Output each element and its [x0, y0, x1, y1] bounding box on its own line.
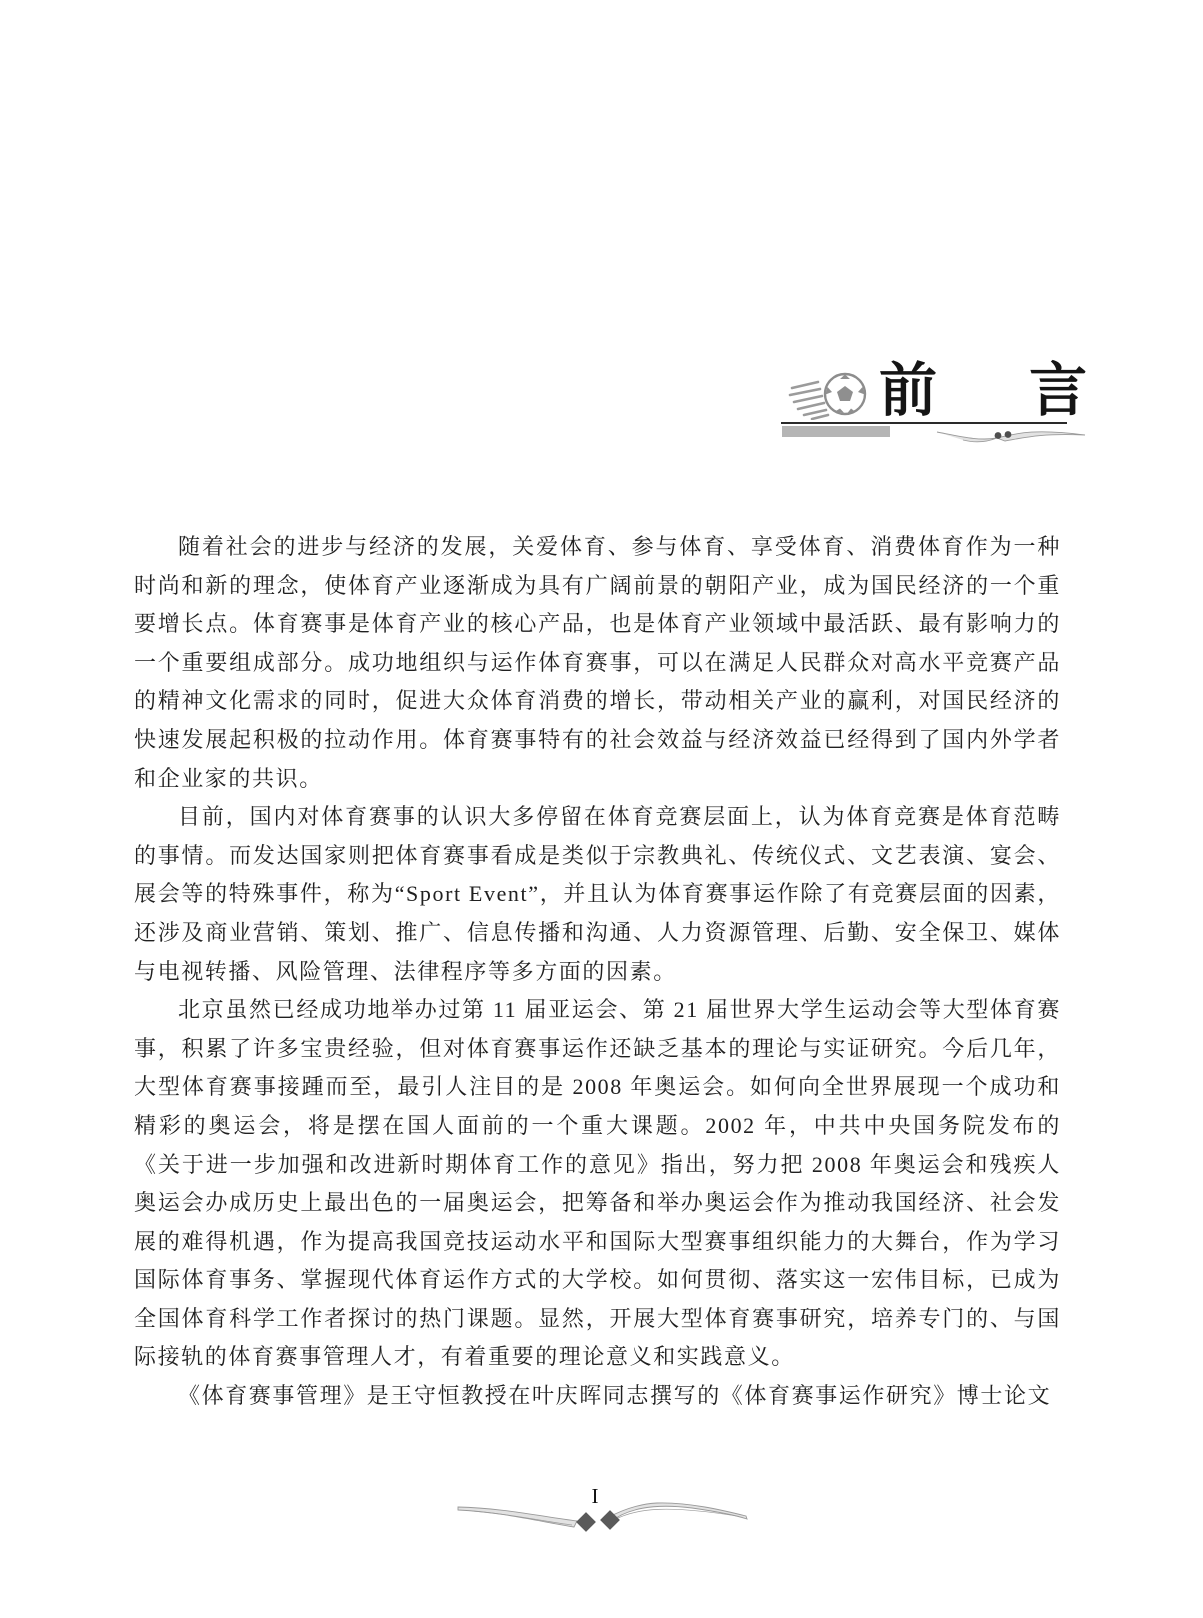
paragraph-1: 随着社会的进步与经济的发展，关爱体育、参与体育、享受体育、消费体育作为一种时尚和新的理念，使体育产业逐渐成为具有广阔前景的朝阳产业，成为国民经济的一个重要增长点。体育赛事是体育产业的核心产品，也是体育产业领域中最活跃、最有影响力的一个重要组成部分。成功地组织与运作体育赛事，可以在满足人民群众对高水平竞赛产品的精神文化需求的同时，促进大众体育消费的增长，带动相关产业的赢利，对国民经济的快速发展起积极的拉动作用。体育赛事特有的社会效益与经济效益已经得到了国内外学者和企业家的共识。 [134, 534, 1061, 791]
paragraph-3: 北京虽然已经成功地举办过第 11 届亚运会、第 21 届世界大学生运动会等大型体育赛事，积累了许多宝贵经验，但对体育赛事运作还缺乏基本的理论与实证研究。今后几年，大型体育赛事接踵而至，最引人注目的是 2008 年奥运会。如何向全世界展现一个成功和精彩的奥运会，将是摆在国人面前的一个重大课题。2002 年，中共中央国务院发布的《关于进一步加强和改进新时期体育工作的意见》指出，努力把 2008 年奥运会和残疾人奥运会办成历史上最出色的一届奥运会，把筹备和举办奥运会作为推动我国经济、社会发展的难得机遇，作为提高我国竞技运动水平和国际大型赛事组织能力的大舞台，作为学习国际体育事务、掌握现代体育运作方式的大学校。如何贯彻、落实这一宏伟目标，已成为全国体育科学工作者探讨的热门课题。显然，开展大型体育赛事研究，培养专门的、与国际接轨的体育赛事管理人才，有着重要的理论意义和实践意义。 [134, 997, 1061, 1370]
footer-divider-icon [452, 1498, 752, 1543]
paragraph-2: 目前，国内对体育赛事的认识大多停留在体育竞赛层面上，认为体育竞赛是体育范畴的事情。而发达国家则把体育赛事看成是类似于宗教典礼、传统仪式、文艺表演、宴会、展会等的特殊事件，称为“Sport Event”，并且认为体育赛事运作除了有竞赛层面的因素，还涉及商业营销、策划、推广、信息传播和沟通、人力资源管理、后勤、安全保卫、媒体与电视转播、风险管理、法律程序等多方面的因素。 [134, 804, 1061, 984]
swirl-flourish-icon [935, 421, 1087, 452]
header-gray-bar [782, 426, 890, 437]
soccer-ball-icon [788, 366, 870, 425]
preface-text [134, 528, 1061, 1416]
page-title: 前 言 [879, 358, 1089, 423]
paragraph-4: 《体育赛事管理》是王守恒教授在叶庆晖同志撰写的《体育赛事运作研究》博士论文 [178, 1383, 1052, 1409]
page-number: I [591, 1484, 599, 1508]
